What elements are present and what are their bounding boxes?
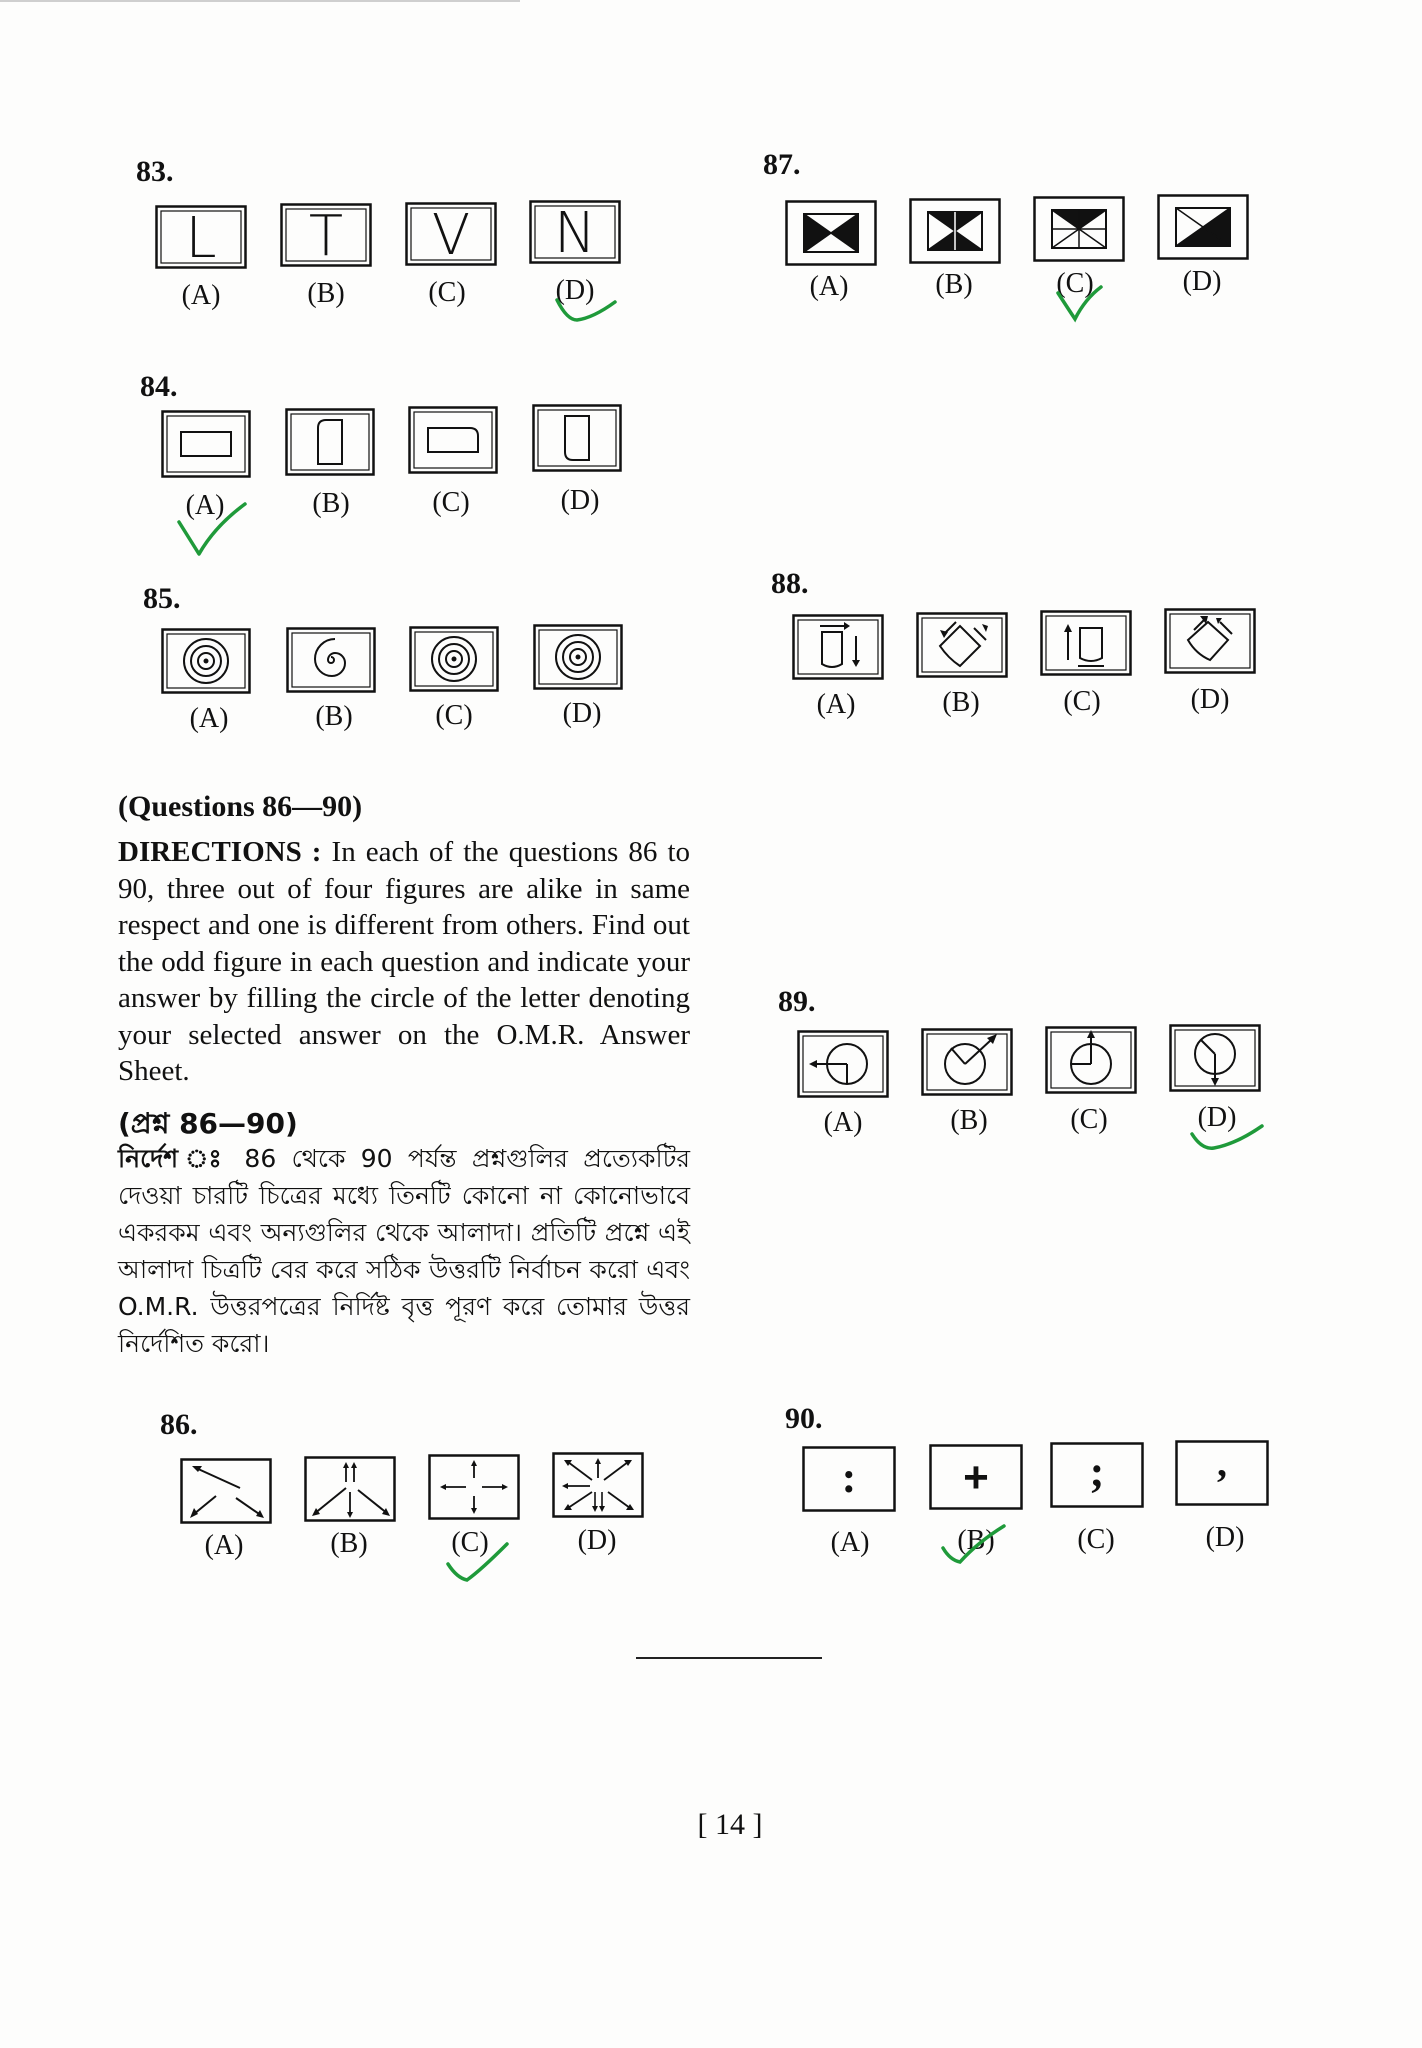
directions-text: In each of the questions 86 to 90, three out of four figures are alike in same respect and one is different from others. Find out the odd figure in each question and indicate your answer by filling the circle of the letter denoting your selected answer on the O.M.R. Answer Sheet.	[118, 836, 690, 1087]
q89-figure-a	[797, 1030, 889, 1098]
footer-rule	[636, 1657, 822, 1659]
question-number-86: 86.	[160, 1408, 198, 1441]
q84-figure-d	[532, 404, 622, 472]
q87-figure-b	[909, 198, 1001, 264]
q90-label-d: (D)	[1205, 1522, 1245, 1553]
q83-label-c: (C)	[428, 277, 466, 308]
svg-text:+: +	[963, 1453, 989, 1502]
q88-label-a: (A)	[816, 689, 856, 720]
q83-figure-c	[405, 202, 497, 266]
check-mark-icon	[1055, 285, 1105, 325]
question-number-84: 84.	[140, 370, 178, 403]
q84-figure-b	[285, 408, 375, 476]
q84-label-c: (C)	[432, 487, 470, 518]
q88-figure-b	[916, 612, 1008, 678]
check-mark-icon	[940, 1522, 1010, 1567]
question-number-90: 90.	[785, 1402, 823, 1435]
q87-figure-a	[785, 200, 877, 266]
question-number-89: 89.	[778, 985, 816, 1018]
q83-figure-d	[529, 200, 621, 264]
q90-figure-c	[1050, 1442, 1144, 1508]
q88-label-b: (B)	[942, 687, 980, 718]
q86-label-b: (B)	[330, 1528, 368, 1559]
q89-figure-c	[1045, 1026, 1137, 1094]
q86-label-c: (C)	[451, 1527, 489, 1558]
svg-text::: :	[841, 1453, 857, 1502]
q83-label-b: (B)	[307, 278, 345, 309]
q88-label-c: (C)	[1063, 686, 1101, 717]
q89-figure-d	[1169, 1024, 1261, 1092]
q85-figure-d	[533, 624, 623, 690]
q84-label-b: (B)	[312, 488, 350, 519]
svg-text:N: N	[554, 201, 596, 266]
q87-label-c: (C)	[1056, 268, 1094, 299]
bengali-questions-heading: (প্রশ্ন 86—90)	[118, 1107, 298, 1140]
questions-range-heading: (Questions 86—90)	[118, 790, 363, 823]
bengali-directions-label: নির্দেশ ঃ	[118, 1144, 230, 1173]
directions-english	[118, 834, 690, 1090]
svg-text:V: V	[431, 203, 471, 268]
q88-figure-d	[1164, 608, 1256, 674]
svg-text:L: L	[185, 206, 217, 271]
q90-label-c: (C)	[1077, 1524, 1115, 1555]
q85-label-d: (D)	[562, 698, 602, 729]
q84-label-d: (D)	[560, 485, 600, 516]
q85-label-b: (B)	[315, 701, 353, 732]
page-number: [ 14 ]	[697, 1808, 763, 1841]
q86-figure-a	[180, 1458, 272, 1524]
question-number-87: 87.	[763, 148, 801, 181]
question-number-88: 88.	[771, 567, 809, 600]
q85-label-a: (A)	[189, 703, 229, 734]
directions-bengali	[118, 1140, 690, 1362]
q86-label-a: (A)	[204, 1530, 244, 1561]
q89-label-c: (C)	[1070, 1104, 1108, 1135]
q87-figure-c	[1033, 196, 1125, 262]
svg-text:;: ;	[1089, 1447, 1105, 1496]
q90-figure-d	[1175, 1440, 1269, 1506]
bengali-directions-text: 86 থেকে 90 পর্যন্ত প্রশ্নগুলির প্রত্যেকটির দেওয়া চারটি চিত্রের মধ্যে তিনটি কোনো না কোনোভাবে একরকম এবং অন্যগুলির থেকে আলাদা। প্রতিটি প্রশ্নে এই আলাদা চিত্রটি বের করে সঠিক উত্তরটি নির্বাচন করো এবং O.M.R. উত্তরপত্রের নির্দিষ্ট বৃত্ত পূরণ করে তোমার উত্তর নির্দেশিত করো।	[118, 1144, 690, 1358]
q83-label-d: (D)	[555, 275, 595, 306]
q85-figure-a	[161, 628, 251, 694]
check-mark-icon	[1188, 1120, 1268, 1160]
q89-label-a: (A)	[823, 1107, 863, 1138]
q87-label-b: (B)	[935, 269, 973, 300]
q88-figure-c	[1040, 610, 1132, 676]
q85-label-c: (C)	[435, 700, 473, 731]
q83-figure-b	[280, 203, 372, 267]
q89-label-d: (D)	[1197, 1102, 1237, 1133]
top-edge-line	[0, 0, 520, 2]
q85-figure-b	[286, 627, 376, 693]
q90-figure-b	[929, 1444, 1023, 1510]
q83-figure-a	[155, 205, 247, 269]
svg-text:,: ,	[1217, 1440, 1227, 1485]
q83-label-a: (A)	[181, 280, 221, 311]
q86-figure-d	[552, 1452, 644, 1518]
q87-label-d: (D)	[1182, 266, 1222, 297]
question-number-83: 83.	[136, 155, 174, 188]
check-mark-icon	[553, 290, 623, 330]
q89-label-b: (B)	[950, 1105, 988, 1136]
q86-figure-c	[428, 1454, 520, 1520]
q89-figure-b	[921, 1028, 1013, 1096]
directions-label: DIRECTIONS :	[118, 836, 322, 868]
q88-figure-a	[792, 614, 884, 680]
q86-figure-b	[304, 1456, 396, 1522]
q90-figure-a	[802, 1446, 896, 1512]
q87-label-a: (A)	[809, 271, 849, 302]
svg-text:T: T	[308, 204, 344, 269]
check-mark-icon	[445, 1540, 515, 1585]
q90-label-b: (B)	[957, 1525, 995, 1556]
q87-figure-d	[1157, 194, 1249, 260]
q84-label-a: (A)	[185, 490, 225, 521]
q85-figure-c	[409, 626, 499, 692]
check-mark-icon	[175, 500, 255, 560]
q86-label-d: (D)	[577, 1525, 617, 1556]
q90-label-a: (A)	[830, 1527, 870, 1558]
q84-figure-c	[408, 406, 498, 474]
question-number-85: 85.	[143, 582, 181, 615]
q84-figure-a	[161, 410, 251, 478]
q88-label-d: (D)	[1190, 684, 1230, 715]
